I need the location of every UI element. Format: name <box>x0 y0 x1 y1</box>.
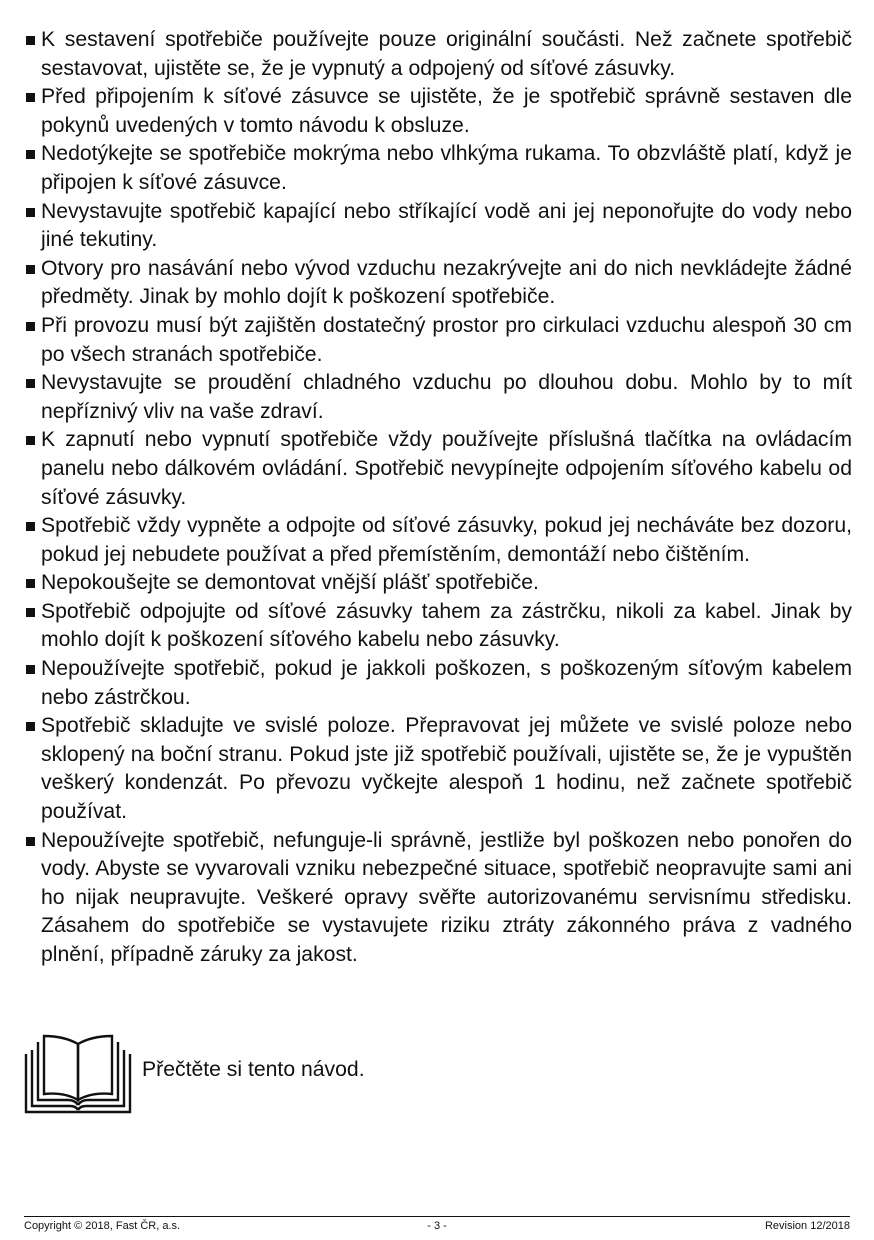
list-item <box>26 369 852 426</box>
list-item-text: Spotřebič skladujte ve svislé poloze. Přepravovat jej můžete ve svislé poloze nebo sklopený na boční stranu. Pokud jste již spotřebič používali, ujistěte se, že je vypuštěn veškerý kondenzát. Po převozu vyčkejte alespoň 1 hodinu, než začnete spotřebič používat. <box>41 714 852 824</box>
list-item-text: Nevystavujte spotřebič kapající nebo stříkající vodě ani jej neponořujte do vody nebo jiné tekutiny. <box>41 199 852 252</box>
list-item-text: Při provozu musí být zajištěn dostatečný prostor pro cirkulaci vzduchu alespoň 30 cm po všech stranách spotřebiče. <box>41 313 852 366</box>
bullet-icon <box>26 722 35 731</box>
safety-list <box>26 26 852 970</box>
bullet-icon <box>26 436 35 445</box>
list-item-text: Nevystavujte se proudění chladného vzduchu po dlouhou dobu. Mohlo by to mít nepříznivý vliv na vaše zdraví. <box>41 371 852 423</box>
list-item-text: Nepokoušejte se demontovat vnější plášť spotřebiče. <box>41 571 539 595</box>
list-item <box>26 312 852 369</box>
copyright-text: Copyright © 2018, Fast ČR, a.s. <box>24 1220 181 1232</box>
list-item-text: K sestavení spotřebiče používejte pouze originální součásti. Než začnete spotřebič sestavovat, ujistěte se, že je vypnutý a odpojený od síťové zásuvky. <box>41 28 852 80</box>
footer-divider <box>24 1216 850 1217</box>
list-item <box>26 569 852 598</box>
list-item <box>26 140 852 197</box>
list-item <box>26 655 852 712</box>
list-item-text: Před připojením k síťové zásuvce se ujistěte, že je spotřebič správně sestaven dle pokynů uvedených v tomto návodu k obsluze. <box>41 85 852 137</box>
page-footer <box>24 1219 850 1235</box>
bullet-icon <box>26 608 35 617</box>
bullet-icon <box>26 208 35 217</box>
list-item <box>26 598 852 655</box>
list-item <box>26 426 852 512</box>
bullet-icon <box>26 665 35 674</box>
page-number: - 3 - <box>427 1220 447 1232</box>
open-book-icon <box>24 1034 132 1114</box>
list-item-text: Nepoužívejte spotřebič, pokud je jakkoli poškozen, s poškozeným síťovým kabelem nebo zástrčkou. <box>41 657 852 709</box>
bullet-icon <box>26 522 35 531</box>
list-item-text: Otvory pro nasávání nebo vývod vzduchu nezakrývejte ani do nich nevkládejte žádné předměty. Jinak by mohlo dojít k poškození spotřebiče. <box>41 256 852 309</box>
bullet-icon <box>26 265 35 274</box>
list-item-text: K zapnutí nebo vypnutí spotřebiče vždy používejte příslušná tlačítka na ovládacím panelu nebo dálkovém ovládání. Spotřebič nevypínejte odpojením síťového kabelu od síťové zásuvky. <box>41 428 852 509</box>
bullet-icon <box>26 322 35 331</box>
list-item <box>26 255 852 312</box>
revision-text: Revision 12/2018 <box>764 1220 850 1232</box>
safety-instructions <box>26 26 852 970</box>
list-item <box>26 512 852 569</box>
bullet-icon <box>26 150 35 159</box>
bullet-icon <box>26 93 35 102</box>
bullet-icon <box>26 36 35 45</box>
list-item-text: Spotřebič vždy vypněte a odpojte od síťové zásuvky, pokud jej necháváte bez dozoru, pokud jej nebudete používat a před přemístěním, demontáží nebo čištěním. <box>41 514 852 566</box>
list-item <box>26 712 852 826</box>
list-item <box>26 26 852 83</box>
list-item-text: Nedotýkejte se spotřebiče mokrýma nebo vlhkýma rukama. To obzvláště platí, když je připojen k síťové zásuvce. <box>41 142 852 194</box>
bullet-icon <box>26 379 35 388</box>
list-item-text: Spotřebič odpojujte od síťové zásuvky tahem za zástrčku, nikoli za kabel. Jinak by mohlo dojít k poškození síťového kabelu nebo zásuvky. <box>41 599 852 652</box>
list-item-text: Nepoužívejte spotřebič, nefunguje-li správně, jestliže byl poškozen nebo ponořen do vody. Abyste se vyvarovali vzniku nebezpečné situace, spotřebič neopravujte sami ani ho nijak neupravujte. Veškeré opravy svěřte autorizovanému servisnímu středisku. Zásahem do spotřebiče se vystavujete riziku ztráty zákonného práva z vadného plnění, případně záruky za jakost. <box>41 828 852 966</box>
read-manual-note <box>24 1034 365 1114</box>
list-item <box>26 198 852 255</box>
list-item <box>26 827 852 970</box>
list-item <box>26 83 852 140</box>
read-manual-text: Přečtěte si tento návod. <box>142 1058 365 1081</box>
bullet-icon <box>26 837 35 846</box>
bullet-icon <box>26 579 35 588</box>
